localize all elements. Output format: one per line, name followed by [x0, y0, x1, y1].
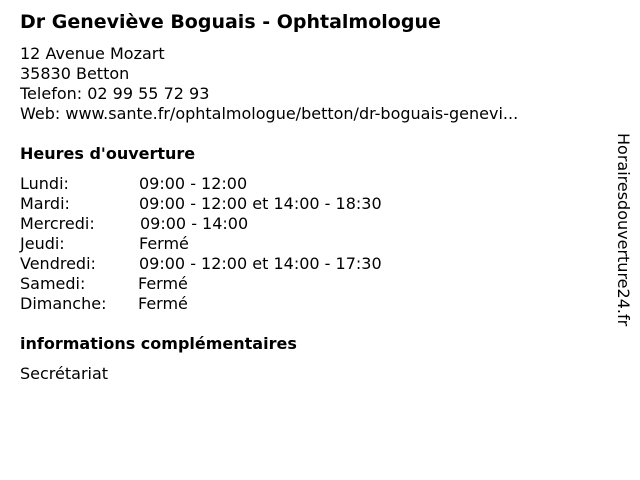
hours-time: 09:00 - 12:00 et 14:00 - 18:30: [139, 194, 382, 213]
phone-number: Telefon: 02 99 55 72 93: [20, 84, 210, 103]
additional-info-heading: informations complémentaires: [20, 334, 297, 353]
address-city: 35830 Betton: [20, 64, 130, 83]
hours-time: 09:00 - 12:00: [139, 174, 248, 193]
site-watermark: Horairesdouverture24.fr: [614, 133, 633, 327]
hours-time: Fermé: [138, 274, 188, 293]
opening-hours-heading: Heures d'ouverture: [20, 144, 196, 163]
hours-time: 09:00 - 14:00: [140, 214, 249, 233]
hours-time: 09:00 - 12:00 et 14:00 - 17:30: [139, 254, 382, 273]
hours-day: Vendredi:: [20, 254, 96, 273]
additional-info-text: Secrétariat: [20, 364, 109, 383]
hours-day: Mardi:: [20, 194, 70, 213]
hours-time: Fermé: [139, 234, 189, 253]
hours-day: Jeudi:: [20, 234, 65, 253]
hours-day: Dimanche:: [20, 294, 107, 313]
website-url: Web: www.sante.fr/ophtalmologue/betton/dr-boguais-genevi...: [20, 104, 519, 123]
hours-day: Lundi:: [20, 174, 69, 193]
hours-time: Fermé: [138, 294, 188, 313]
address-street: 12 Avenue Mozart: [20, 44, 165, 63]
hours-day: Mercredi:: [20, 214, 95, 233]
address-block: [20, 44, 518, 124]
page-title: Dr Geneviève Boguais - Ophtalmologue: [20, 11, 441, 33]
hours-day: Samedi:: [20, 274, 86, 293]
